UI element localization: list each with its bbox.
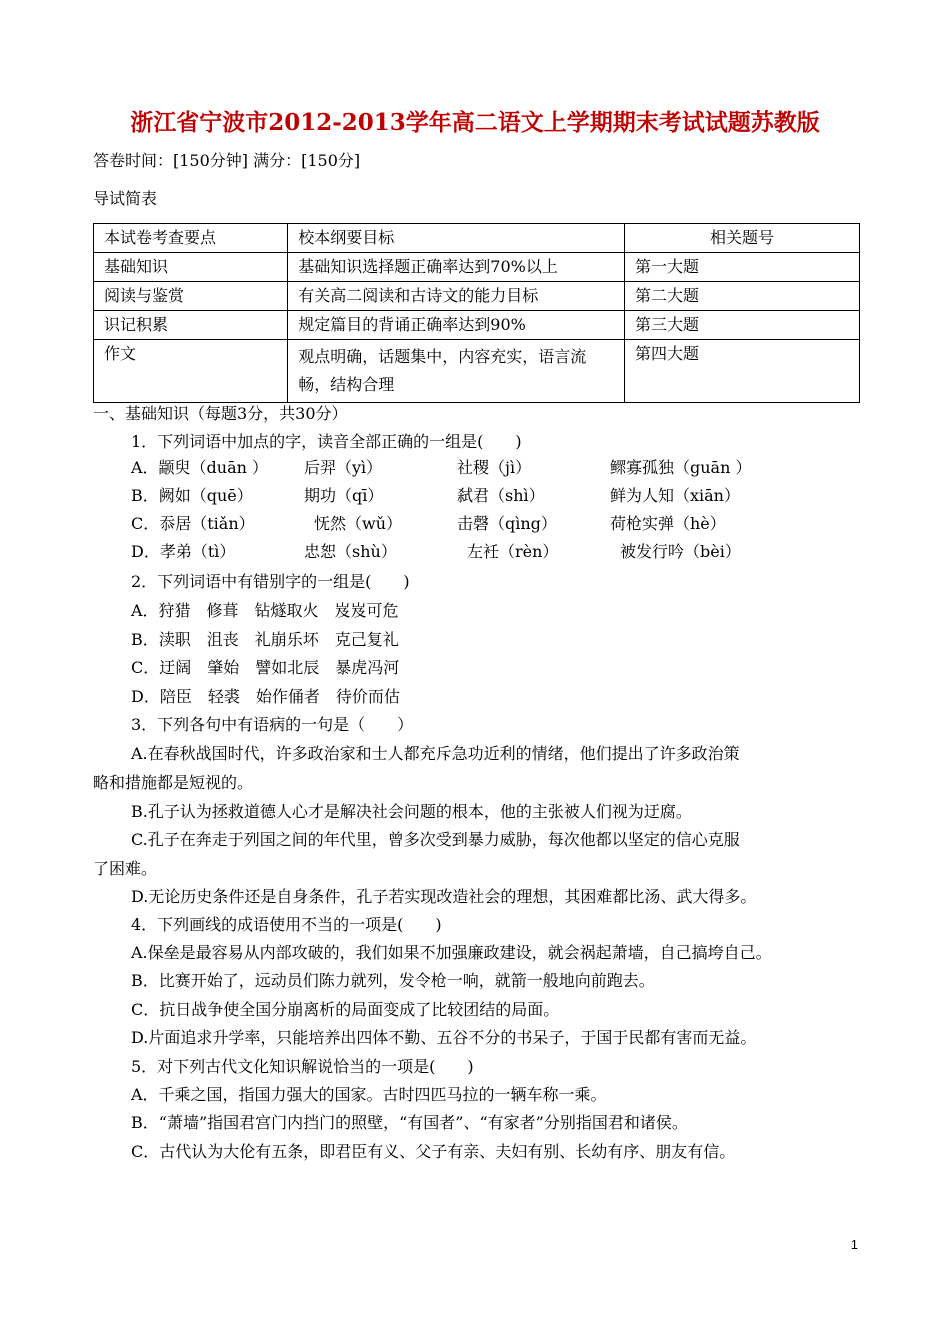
option-word: 忠恕（shù） bbox=[304, 542, 397, 561]
table-row bbox=[94, 311, 860, 340]
table-header-cell: 相关题号 bbox=[625, 224, 860, 253]
table-cell: 第一大题 bbox=[625, 253, 860, 282]
option-line: D．陪臣 轻裘 始作俑者 待价而估 bbox=[131, 687, 400, 706]
option-line: A．狩猎 修葺 钻燧取火 岌岌可危 bbox=[131, 601, 399, 620]
table-cell: 基础知识 bbox=[94, 253, 288, 282]
option-line: B.孔子认为拯救道德人心才是解决社会问题的根本，他的主张被人们视为迂腐。 bbox=[131, 802, 692, 821]
table-row bbox=[94, 340, 860, 403]
option-word: 弑君（shì） bbox=[457, 486, 545, 505]
option-line: B．渎职 沮丧 礼崩乐坏 克己复礼 bbox=[131, 630, 399, 649]
question-stem: 3．下列各句中有语病的一句是（ ） bbox=[131, 715, 414, 734]
option-word: 鲜为人知（xiān） bbox=[610, 486, 740, 505]
question-stem: 2．下列词语中有错别字的一组是( ) bbox=[131, 572, 410, 591]
option-line: D.片面追求升学率，只能培养出四体不勤、五谷不分的书呆子，于国于民都有害而无益。 bbox=[131, 1028, 757, 1047]
option-line: 了困难。 bbox=[93, 859, 158, 878]
option-line: C．抗日战争使全国分崩离析的局面变成了比较团结的局面。 bbox=[131, 1000, 560, 1019]
page-number: 1 bbox=[850, 1237, 858, 1252]
option-line: 略和措施都是短视的。 bbox=[93, 773, 254, 792]
option-word: 社稷（jì） bbox=[457, 458, 532, 477]
table-row bbox=[94, 253, 860, 282]
question-stem: 4．下列画线的成语使用不当的一项是( ) bbox=[131, 915, 442, 934]
document-title: 浙江省宁波市2012-2013学年高二语文上学期期末考试试题苏教版 bbox=[130, 109, 820, 136]
table-cell: 第三大题 bbox=[625, 311, 860, 340]
table-cell: 第四大题 bbox=[625, 340, 860, 403]
option-word: 荷枪实弹（hè） bbox=[610, 514, 726, 533]
option-line: D.无论历史条件还是自身条件，孔子若实现改造社会的理想，其困难都比汤、武大得多。 bbox=[131, 887, 757, 906]
option-line: C．古代认为大伦有五条，即君臣有义、父子有亲、夫妇有别、长幼有序、朋友有信。 bbox=[131, 1142, 736, 1161]
option-line: C．迂阔 肇始 譬如北辰 暴虎冯河 bbox=[131, 658, 400, 677]
exam-info: 答卷时间：[150分钟] 满分：[150分] bbox=[93, 151, 361, 170]
table-cell: 作文 bbox=[94, 340, 288, 403]
table-cell: 第二大题 bbox=[625, 282, 860, 311]
option-word: 左衽（rèn） bbox=[467, 542, 559, 561]
option-line: A.保垒是最容易从内部攻破的，我们如果不加强廉政建设，就会祸起萧墙，自己搞垮自己。 bbox=[131, 943, 772, 962]
option-line: A．千乘之国，指国力强大的国家。古时四匹马拉的一辆车称一乘。 bbox=[131, 1085, 607, 1104]
question-stem: 5．对下列古代文化知识解说恰当的一项是( ) bbox=[131, 1057, 474, 1076]
option-word: 击磬（qìng） bbox=[457, 514, 557, 533]
option-word: 鳏寡孤独（guān ） bbox=[610, 458, 752, 477]
option-line: B．“萧墙”指国君宫门内挡门的照壁，“有国者”、“有家者”分别指国君和诸侯。 bbox=[131, 1113, 688, 1132]
table-header-cell: 本试卷考查要点 bbox=[94, 224, 288, 253]
option-word: B．阙如（quē） bbox=[131, 486, 253, 505]
option-word: C．忝居（tiǎn） bbox=[131, 514, 255, 533]
option-word: 后羿（yì） bbox=[304, 458, 383, 477]
table-cell: 规定篇目的背诵正确率达到90% bbox=[288, 311, 625, 340]
option-word: A．颛臾（duān ） bbox=[131, 458, 269, 477]
table-cell: 阅读与鉴赏 bbox=[94, 282, 288, 311]
table-header-row bbox=[94, 224, 860, 253]
guide-label: 导试简表 bbox=[93, 189, 158, 208]
table-cell: 有关高二阅读和古诗文的能力目标 bbox=[288, 282, 625, 311]
table-row bbox=[94, 282, 860, 311]
question-stem: 1．下列词语中加点的字，读音全部正确的一组是( ) bbox=[131, 432, 522, 451]
table-cell: 观点明确，话题集中，内容充实，语言流畅，结构合理 bbox=[288, 340, 625, 403]
table-cell: 基础知识选择题正确率达到70%以上 bbox=[288, 253, 625, 282]
option-line: C.孔子在奔走于列国之间的年代里，曾多次受到暴力威胁，每次他都以坚定的信心克服 bbox=[131, 830, 740, 849]
guide-table bbox=[93, 223, 860, 403]
option-word: 期功（qī） bbox=[304, 486, 384, 505]
table-cell: 识记积累 bbox=[94, 311, 288, 340]
section-heading: 一、基础知识（每题3分，共30分） bbox=[93, 404, 348, 423]
option-word: D．孝弟（tì） bbox=[131, 542, 236, 561]
option-word: 被发行吟（bèi） bbox=[620, 542, 741, 561]
option-word: 怃然（wǔ） bbox=[314, 514, 403, 533]
option-line: A.在春秋战国时代，许多政治家和士人都充斥急功近利的情绪，他们提出了许多政治策 bbox=[131, 744, 740, 763]
table-header-cell: 校本纲要目标 bbox=[288, 224, 625, 253]
option-line: B．比赛开始了，远动员们陈力就列，发令枪一响，就箭一般地向前跑去。 bbox=[131, 971, 655, 990]
